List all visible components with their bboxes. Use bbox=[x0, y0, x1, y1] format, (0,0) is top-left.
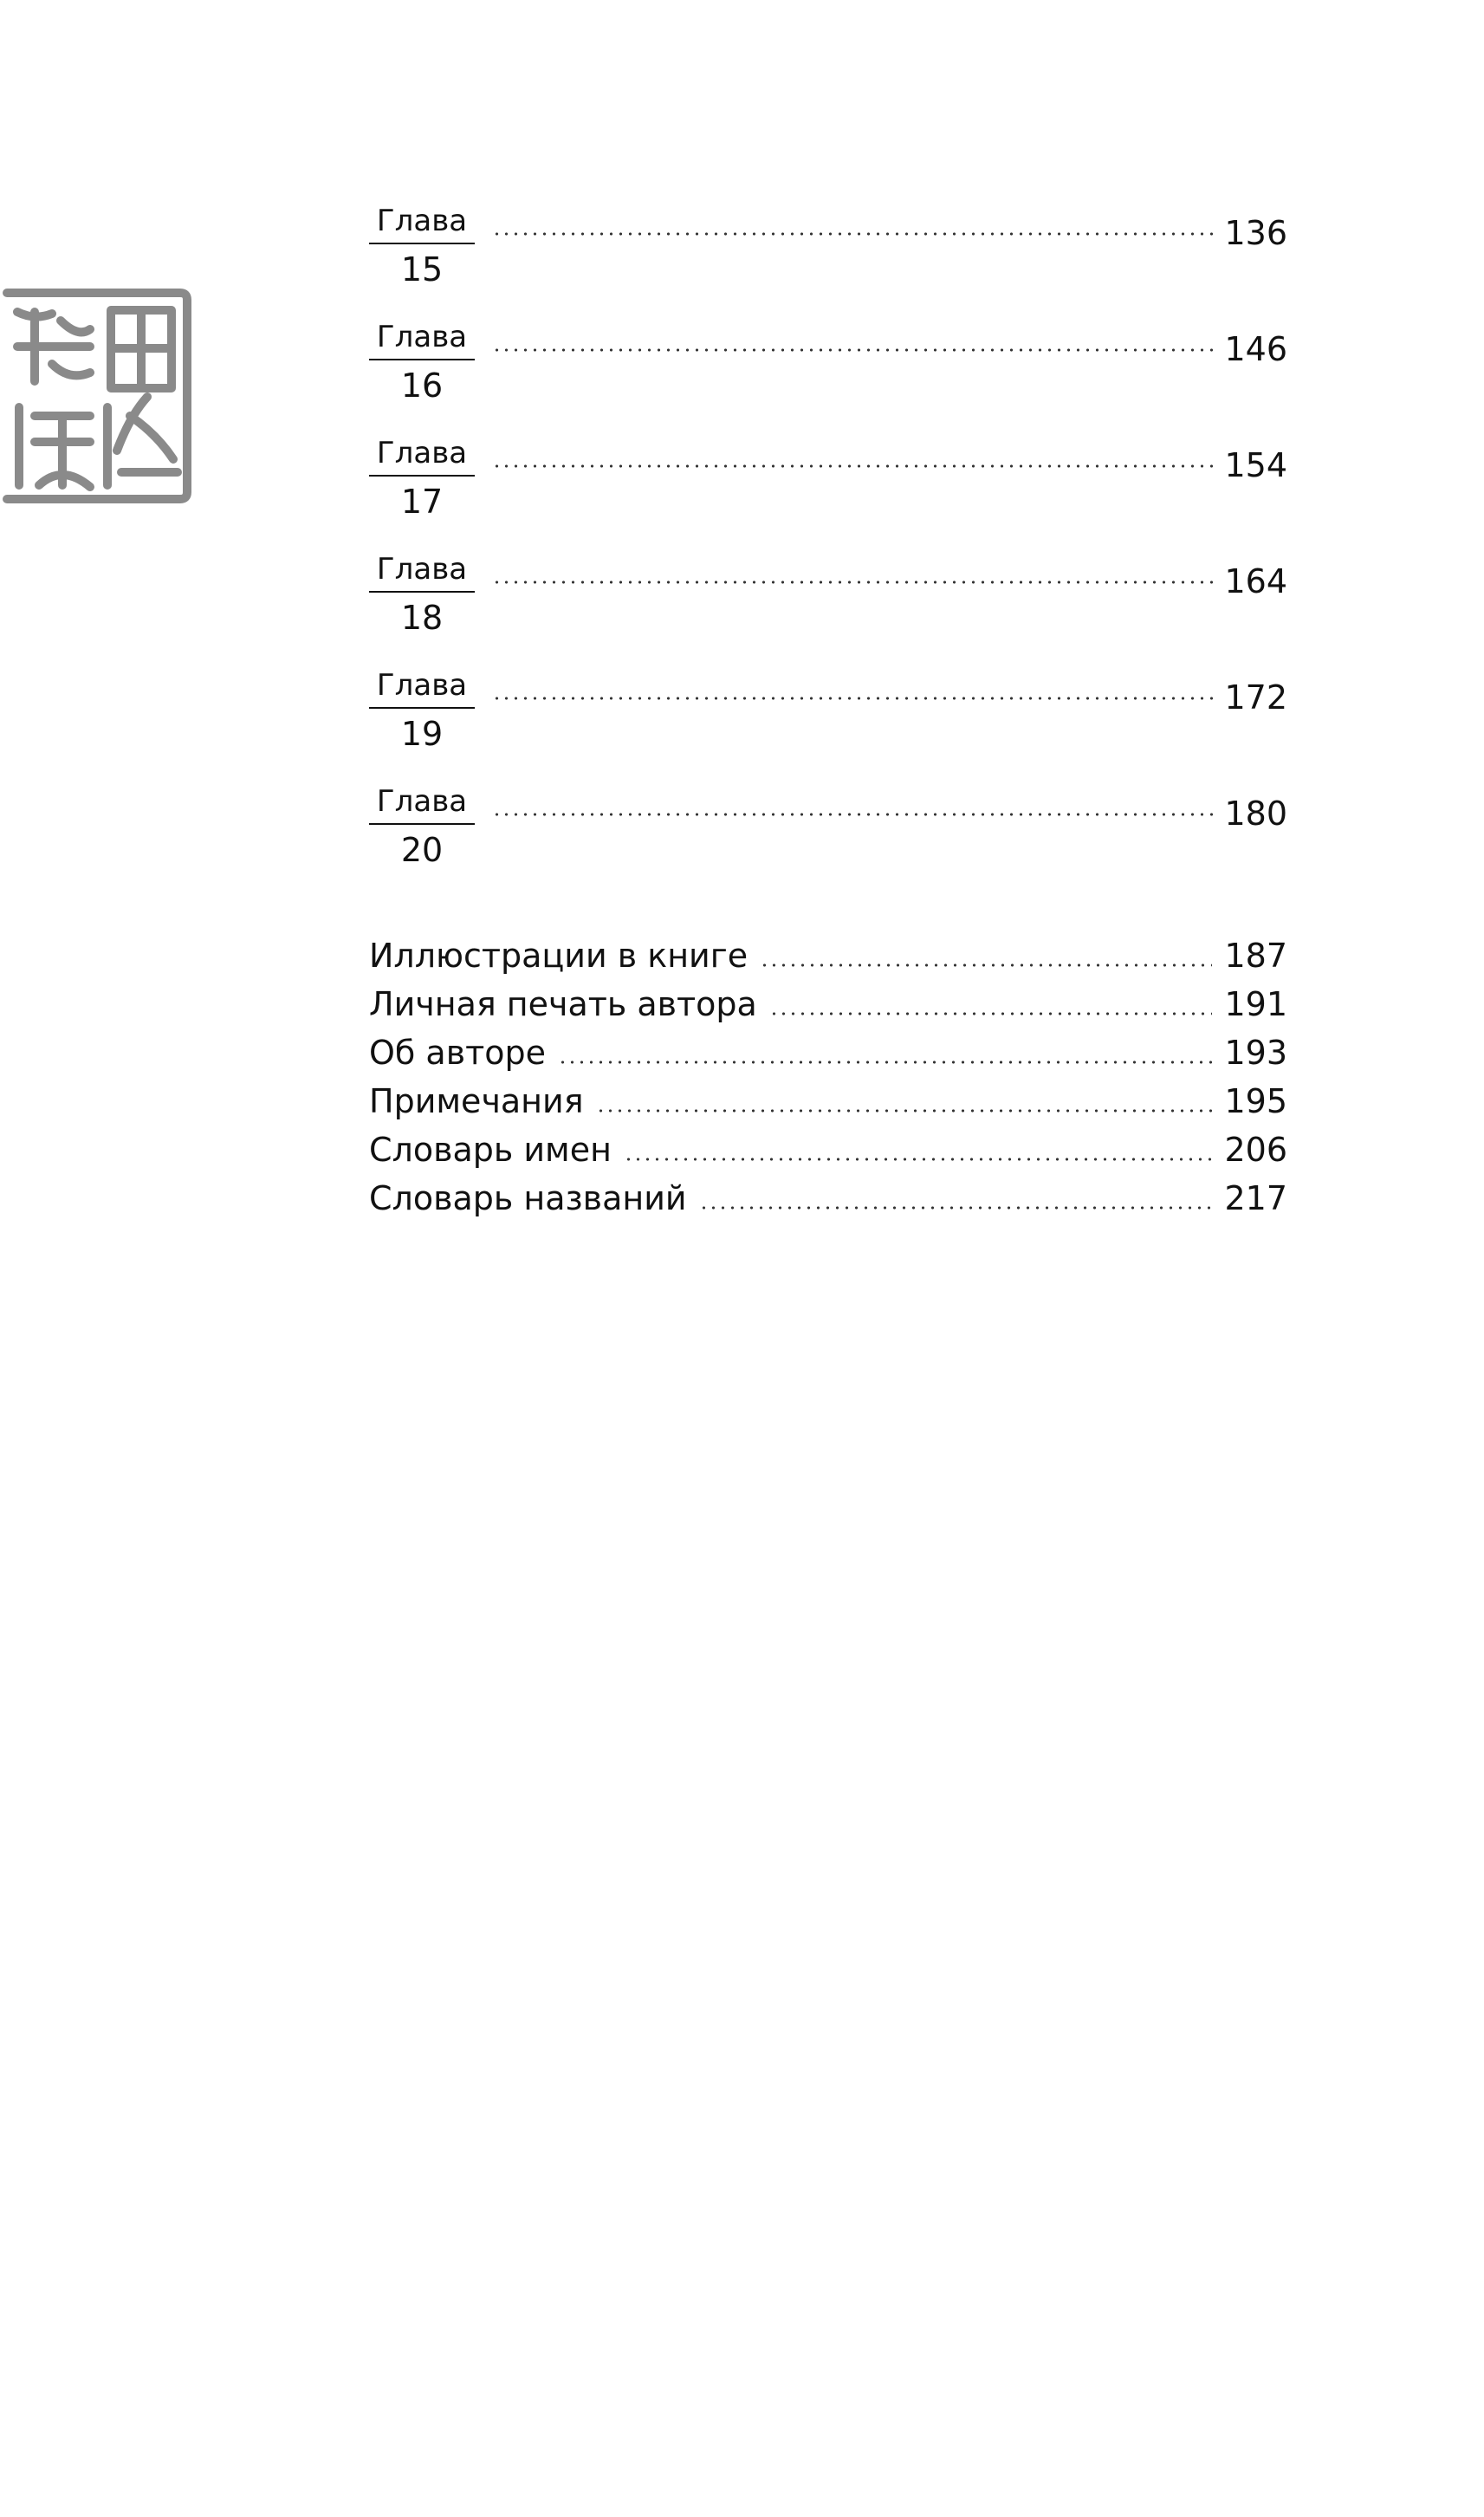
page-number: 180 bbox=[1224, 795, 1287, 833]
table-of-contents bbox=[369, 196, 1287, 1218]
toc-chapter[interactable] bbox=[369, 196, 1287, 312]
section-gap bbox=[369, 892, 1287, 927]
chapter-label bbox=[369, 203, 475, 289]
chapter-word: Глава bbox=[369, 435, 475, 477]
page-number: 187 bbox=[1224, 937, 1287, 975]
chapter-label bbox=[369, 551, 475, 638]
chapter-number: 17 bbox=[400, 483, 444, 521]
chapter-word: Глава bbox=[369, 319, 475, 360]
page-number: 193 bbox=[1224, 1034, 1287, 1072]
dot-leader bbox=[760, 963, 1212, 967]
toc-entry[interactable] bbox=[369, 1170, 1287, 1218]
chapter-number: 19 bbox=[400, 715, 444, 753]
chapter-word: Глава bbox=[369, 551, 475, 593]
toc-entry[interactable] bbox=[369, 976, 1287, 1024]
page-number: 136 bbox=[1224, 214, 1287, 252]
chapter-number: 18 bbox=[400, 599, 444, 637]
toc-entry[interactable] bbox=[369, 1024, 1287, 1073]
dot-leader bbox=[624, 1158, 1213, 1161]
chapter-number: 20 bbox=[400, 831, 444, 869]
dot-leader bbox=[492, 813, 1215, 816]
toc-chapter[interactable] bbox=[369, 428, 1287, 544]
toc-chapter[interactable] bbox=[369, 544, 1287, 660]
dot-leader bbox=[699, 1206, 1213, 1210]
page-number: 195 bbox=[1224, 1082, 1287, 1120]
chapter-number: 16 bbox=[400, 367, 444, 405]
chapter-label bbox=[369, 667, 475, 754]
page-number: 164 bbox=[1224, 562, 1287, 600]
dot-leader bbox=[492, 581, 1215, 584]
dot-leader bbox=[596, 1109, 1213, 1113]
entry-title: Личная печать автора bbox=[369, 985, 757, 1023]
toc-entry[interactable] bbox=[369, 927, 1287, 976]
dot-leader bbox=[769, 1012, 1213, 1015]
page-number: 206 bbox=[1224, 1131, 1287, 1169]
toc-entry[interactable] bbox=[369, 1073, 1287, 1121]
chapter-word: Глава bbox=[369, 783, 475, 825]
dot-leader bbox=[492, 697, 1215, 700]
toc-chapter[interactable] bbox=[369, 312, 1287, 428]
toc-chapter[interactable] bbox=[369, 776, 1287, 892]
dot-leader bbox=[492, 464, 1215, 468]
entry-title: Словарь имен bbox=[369, 1131, 612, 1169]
dot-leader bbox=[492, 348, 1215, 352]
page-number: 217 bbox=[1224, 1179, 1287, 1217]
page-number: 154 bbox=[1224, 446, 1287, 484]
chapter-word: Глава bbox=[369, 203, 475, 244]
chapter-label bbox=[369, 435, 475, 522]
entry-title: Словарь названий bbox=[369, 1179, 687, 1217]
entry-title: Иллюстрации в книге bbox=[369, 937, 748, 975]
page-number: 146 bbox=[1224, 330, 1287, 368]
toc-chapter[interactable] bbox=[369, 660, 1287, 776]
chapter-word: Глава bbox=[369, 667, 475, 709]
dot-leader bbox=[492, 232, 1215, 236]
chapter-number: 15 bbox=[400, 250, 444, 289]
author-seal-icon bbox=[0, 286, 192, 506]
page-number: 191 bbox=[1224, 985, 1287, 1023]
toc-entry[interactable] bbox=[369, 1121, 1287, 1170]
entry-title: Примечания bbox=[369, 1082, 584, 1120]
chapter-label bbox=[369, 783, 475, 870]
dot-leader bbox=[558, 1061, 1212, 1064]
entry-title: Об авторе bbox=[369, 1034, 546, 1072]
chapter-label bbox=[369, 319, 475, 405]
page-number: 172 bbox=[1224, 678, 1287, 717]
